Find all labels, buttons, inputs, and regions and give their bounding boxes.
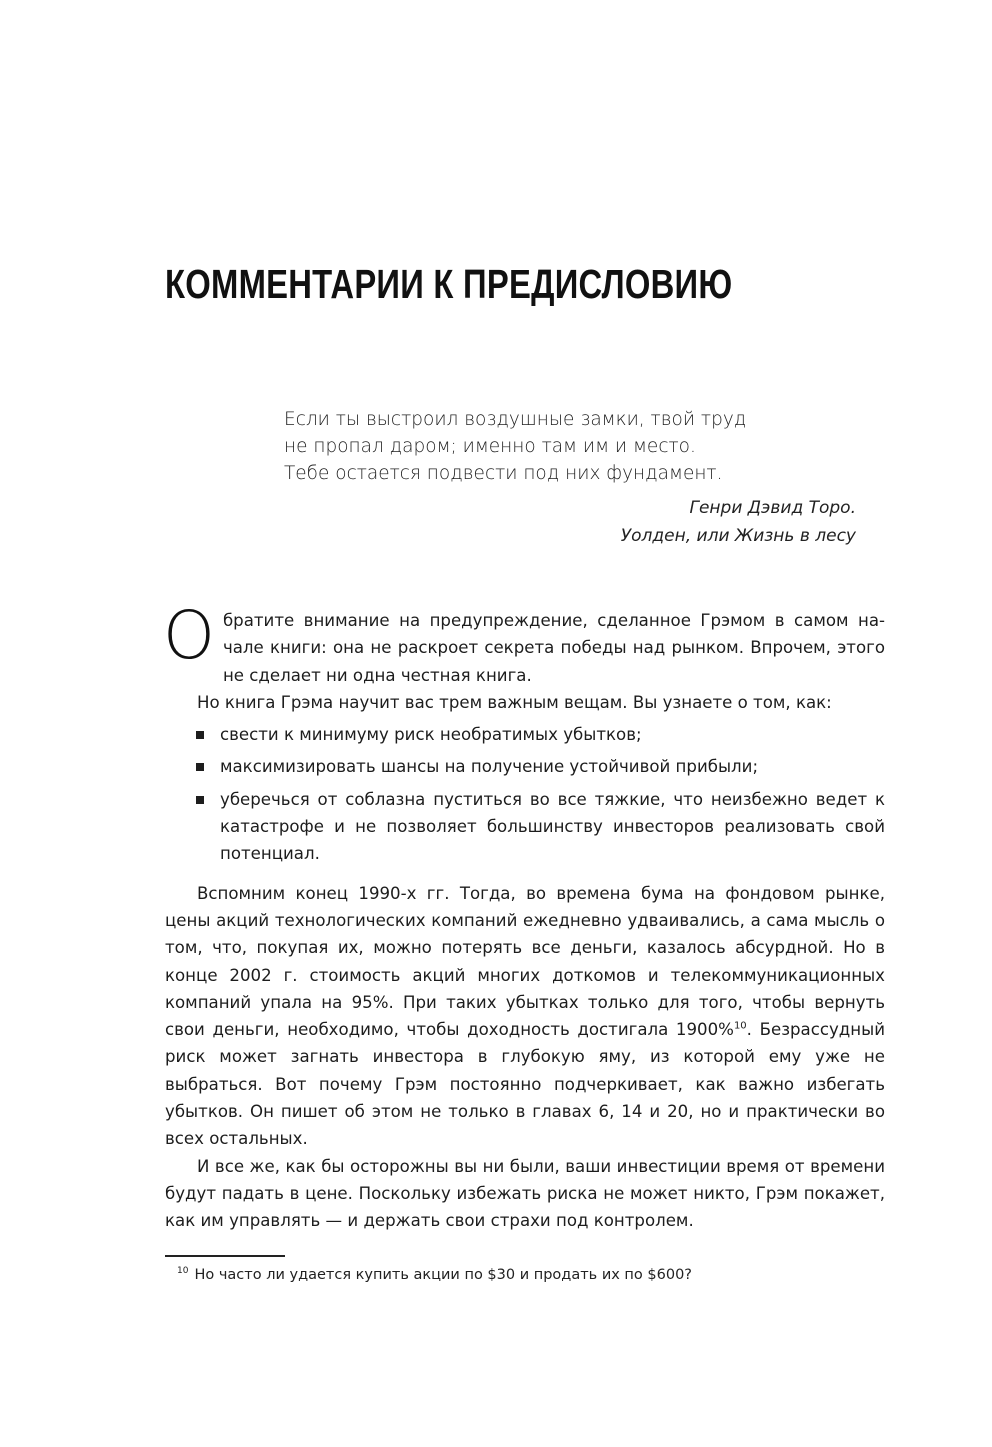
epigraph-line: не пропал даром; именно там им и место.: [284, 436, 696, 457]
paragraph-2: Но книга Грэма научит вас трем важным вещам. Вы узнаете о том, как:: [197, 692, 832, 712]
list-item-text: свести к минимуму риск необратимых убытков;: [220, 725, 642, 745]
square-bullet-icon: [196, 731, 204, 739]
list-item: [165, 786, 885, 868]
epigraph-author: Генри Дэвид Торо.: [689, 498, 856, 518]
drop-cap: О: [163, 597, 215, 674]
epigraph-line: Если ты выстроил воздушные замки, твой труд: [284, 409, 747, 430]
epigraph-attribution: [284, 494, 856, 550]
footnote-divider: [165, 1255, 285, 1257]
list-item: [165, 721, 885, 748]
paragraph-4: И все же, как бы осторожны вы ни были, ваши инвестиции время от времени будут падать в цене. Поскольку избежать риска не может никто, Грэм покажет, как им управлять — и держать свои страхи под контролем.: [165, 1156, 885, 1231]
epigraph: [284, 406, 859, 487]
paragraph-3-text-a: Вспомним конец 1990-х гг. Тогда, во времена бума на фондовом рынке, цены акций технологических компаний ежедневно удваивались, а сама мысль о том, что, покупая их, можно потерять все деньги, казалось абсурдной. Но в конце 2002 г. стоимость акций многих доткомов и телекоммуникационных компаний упала на 95%. При таких убытках только для того, чтобы вернуть свои деньги, необходимо, чтобы доходность достигала 1900%: [165, 883, 885, 1040]
square-bullet-icon: [196, 763, 204, 771]
footnote-text: Но часто ли удается купить акции по $30 и продать их по $600?: [194, 1267, 692, 1283]
paragraph-3-text-b: . Безрассудный риск может загнать инвестора в глубокую яму, из которой ему уже не выбраться. Вот почему Грэм постоянно подчеркивает, как важно избегать убытков. Он пишет об этом не только в главах 6, 14 и 20, но и практически во всех остальных.: [165, 1020, 885, 1149]
list-item-text: максимизировать шансы на получение устойчивой прибыли;: [220, 757, 759, 777]
footnote-number: 10: [177, 1266, 189, 1277]
paragraph-3: [165, 880, 885, 1153]
epigraph-source: Уолден, или Жизнь в лесу: [620, 526, 856, 546]
epigraph-line: Тебе остается подвести под них фундамент.: [284, 463, 723, 484]
paragraph-1: [163, 597, 885, 689]
paragraph-1-text: братите внимание на предупреждение, сделанное Грэмом в самом начале книги: она не раскроет секрета победы над рынком. Впрочем, этого не сделает ни одна честная книга.: [222, 611, 885, 685]
bullet-list: [165, 721, 885, 867]
list-item: [165, 753, 885, 780]
square-bullet-icon: [196, 796, 204, 804]
footnote-reference[interactable]: 10: [733, 1020, 747, 1032]
main-text: [163, 597, 885, 1235]
chapter-title: КОММЕНТАРИИ К ПРЕДИСЛОВИЮ: [165, 261, 733, 307]
list-item-text: уберечься от соблазна пуститься во все тяжкие, что неизбежно ведет к катастрофе и не позволяет большинству инвесторов реализовать свой потенциал.: [220, 789, 885, 864]
footnote: [177, 1264, 877, 1286]
